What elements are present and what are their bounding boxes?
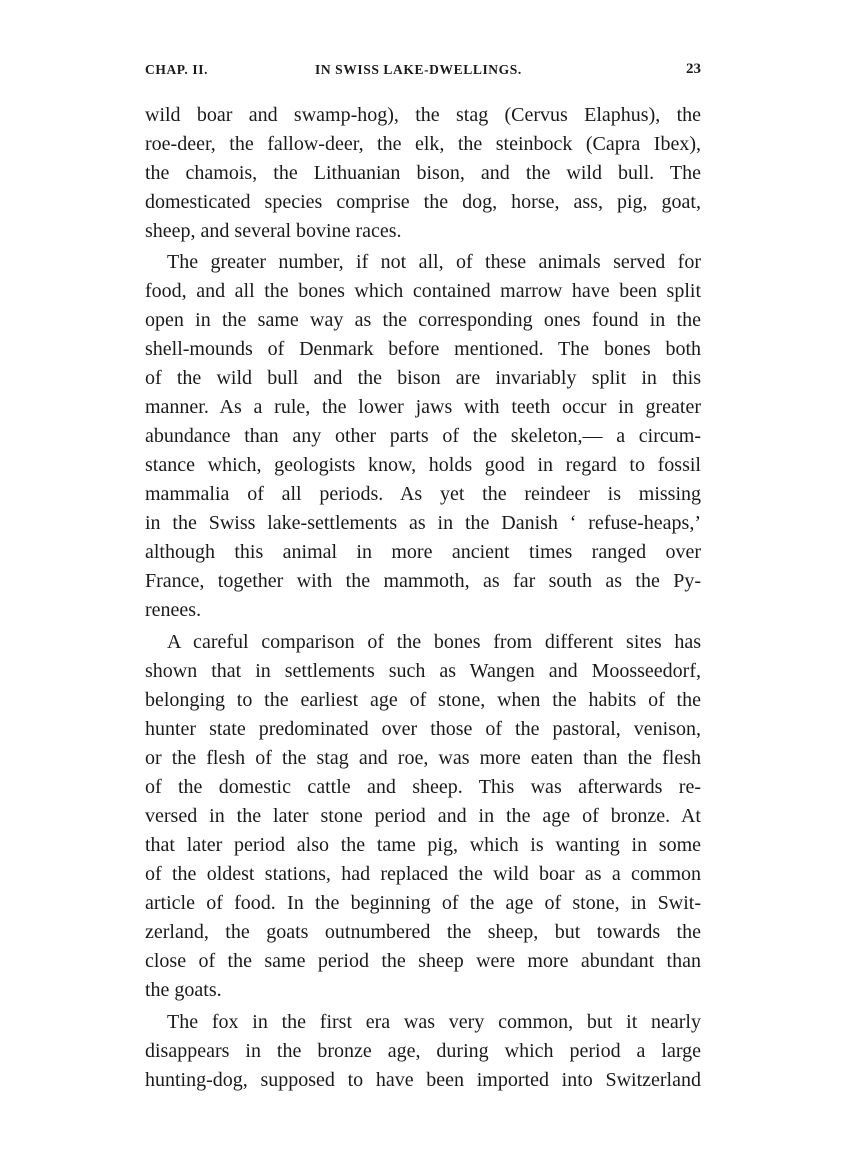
running-head [145, 62, 701, 86]
text-line: wild boar and swamp-hog), the stag (Cervus Elaphus), the [145, 104, 701, 126]
text-line: The greater number, if not all, of these animals served for [167, 251, 701, 273]
text-line: renees. [145, 599, 202, 621]
body-text [145, 101, 701, 1095]
text-line: that later period also the tame pig, which is wanting in some [145, 834, 701, 856]
text-line: shown that in settlements such as Wangen and Moosseedorf, [145, 660, 701, 682]
text-line: although this animal in more ancient times ranged over [145, 541, 701, 563]
text-line: France, together with the mammoth, as far south as the Py- [145, 570, 701, 592]
paragraph [145, 248, 701, 625]
text-line: hunter state predominated over those of the pastoral, venison, [145, 718, 701, 740]
paragraph [145, 628, 701, 1005]
text-line: belonging to the earliest age of stone, when the habits of the [145, 689, 701, 711]
text-line: The fox in the first era was very common, but it nearly [167, 1011, 701, 1033]
text-line: of the oldest stations, had replaced the wild boar as a common [145, 863, 701, 885]
text-line: the chamois, the Lithuanian bison, and the wild bull. The [145, 162, 701, 184]
text-line: of the domestic cattle and sheep. This was afterwards re- [145, 776, 701, 798]
text-line: abundance than any other parts of the skeleton,— a circum- [145, 425, 701, 447]
page-number: 23 [686, 61, 701, 77]
text-line: roe-deer, the fallow-deer, the elk, the steinbock (Capra Ibex), [145, 133, 701, 155]
text-line: close of the same period the sheep were more abundant than [145, 950, 701, 972]
paragraph [145, 101, 701, 246]
text-line: disappears in the bronze age, during which period a large [145, 1040, 701, 1062]
text-line: the goats. [145, 979, 222, 1001]
text-line: domesticated species comprise the dog, horse, ass, pig, goat, [145, 191, 701, 213]
text-line: article of food. In the beginning of the age of stone, in Swit- [145, 892, 701, 914]
text-line: zerland, the goats outnumbered the sheep, but towards the [145, 921, 701, 943]
text-line: mammalia of all periods. As yet the reindeer is missing [145, 483, 701, 505]
text-line: sheep, and several bovine races. [145, 220, 402, 242]
text-line: manner. As a rule, the lower jaws with teeth occur in greater [145, 396, 701, 418]
chapter-label: CHAP. II. [145, 62, 209, 77]
text-line: of the wild bull and the bison are invariably split in this [145, 367, 701, 389]
text-line: food, and all the bones which contained marrow have been split [145, 280, 701, 302]
text-line: versed in the later stone period and in the age of bronze. At [145, 805, 701, 827]
running-title: IN SWISS LAKE-DWELLINGS. [315, 62, 522, 77]
text-line: or the flesh of the stag and roe, was more eaten than the flesh [145, 747, 701, 769]
text-line: A careful comparison of the bones from different sites has [167, 631, 701, 653]
text-line: open in the same way as the corresponding ones found in the [145, 309, 701, 331]
text-line: in the Swiss lake-settlements as in the Danish ‘ refuse-heaps,’ [145, 512, 701, 534]
text-line: hunting-dog, supposed to have been imported into Switzerland [145, 1069, 701, 1091]
paragraph [145, 1008, 701, 1095]
text-line: shell-mounds of Denmark before mentioned. The bones both [145, 338, 701, 360]
text-line: stance which, geologists know, holds good in regard to fossil [145, 454, 701, 476]
